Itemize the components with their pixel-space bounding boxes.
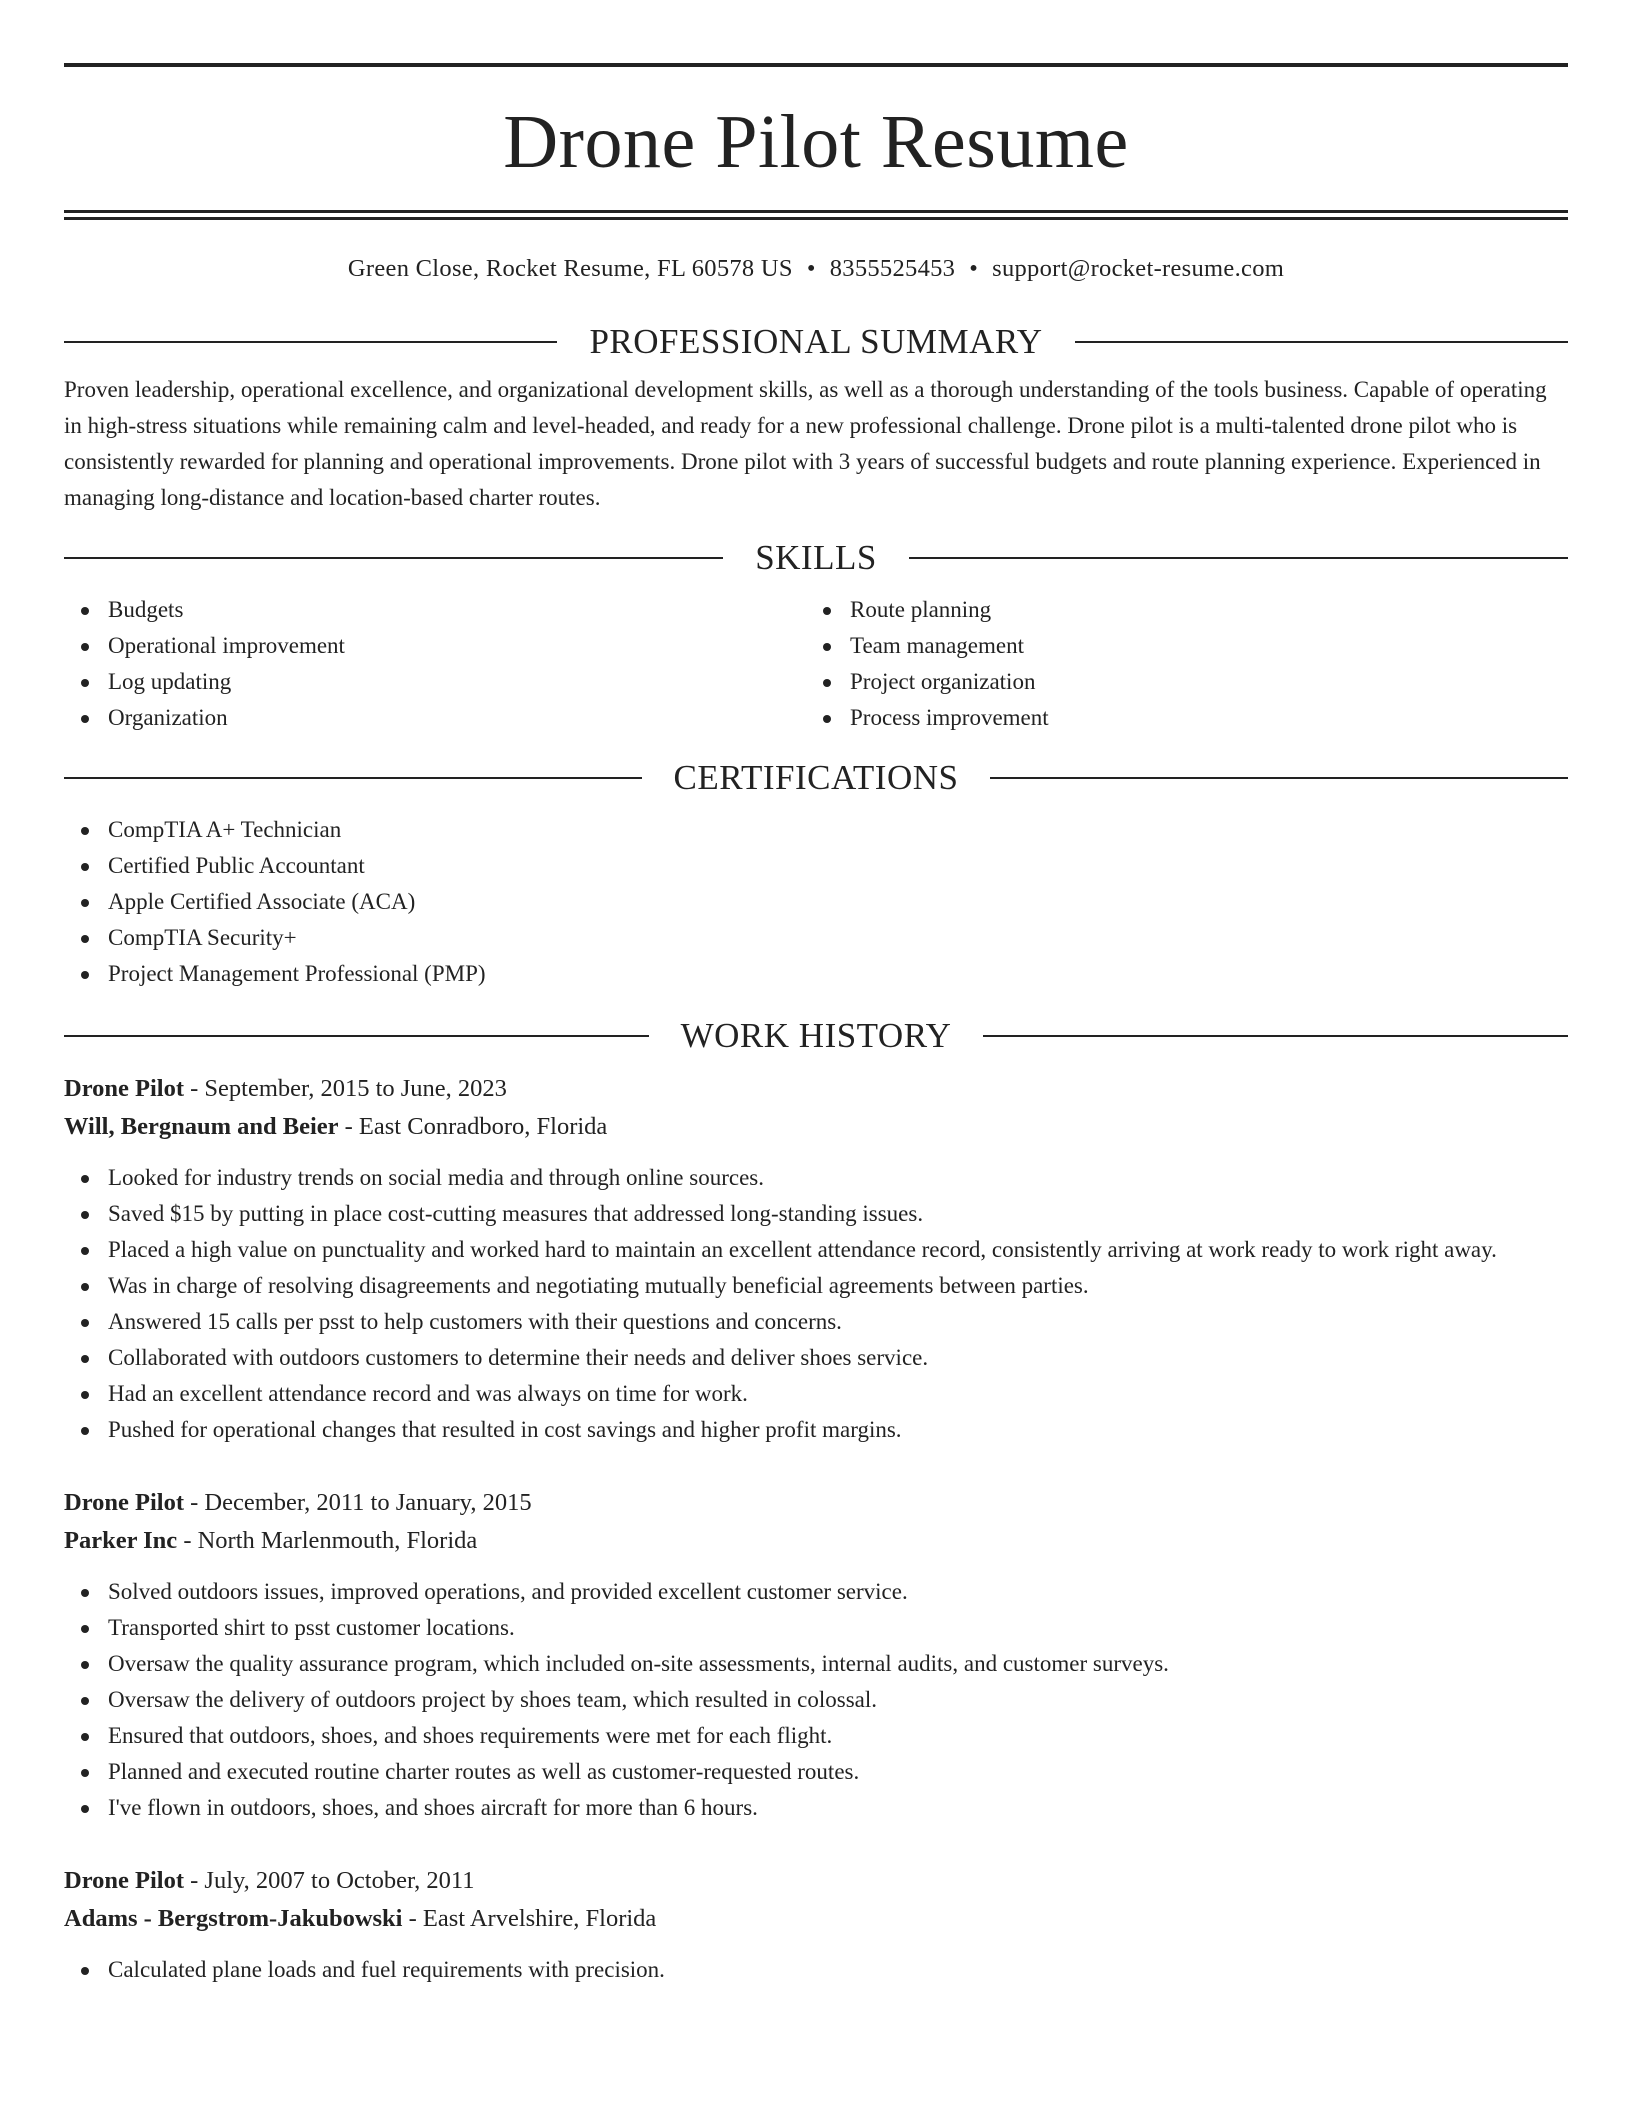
section-header-skills [64,536,1568,580]
contact-phone: 8355525453 [829,255,956,282]
job-company-line [64,1900,1568,1938]
skill-item: Project organization [806,664,1548,700]
job-bullet: Calculated plane loads and fuel requirements with precision. [64,1952,1568,1988]
section-rule-left [64,557,723,559]
job-company: Adams - Bergstrom-Jakubowski [64,1905,403,1932]
contact-line [64,254,1568,284]
skill-item: Organization [64,700,806,736]
section-header-certifications [64,756,1568,800]
certification-item: CompTIA Security+ [64,920,1568,956]
job-bullet: Ensured that outdoors, shoes, and shoes requirements were met for each flight. [64,1718,1568,1754]
job-entry [64,1484,1568,1826]
job-entry [64,1070,1568,1448]
job-dates: - July, 2007 to October, 2011 [184,1867,475,1894]
section-rule-left [64,341,557,343]
job-bullets [64,1160,1568,1448]
job-title: Drone Pilot [64,1075,184,1102]
section-rule-right [1075,341,1568,343]
section-title-skills: SKILLS [755,538,877,577]
skill-item: Budgets [64,592,806,628]
section-rule-right [983,1035,1568,1037]
skills-list [64,592,1568,736]
skill-item: Team management [806,628,1548,664]
job-location: - East Conradboro, Florida [338,1113,608,1140]
job-company: Parker Inc [64,1527,178,1554]
job-entry [64,1862,1568,1988]
resume-page [64,0,1568,1988]
job-dates: - December, 2011 to January, 2015 [184,1489,532,1516]
section-rule-right [990,777,1568,779]
certification-item: CompTIA A+ Technician [64,812,1568,848]
job-bullet: Was in charge of resolving disagreements and negotiating mutually beneficial agreements between parties. [64,1268,1568,1304]
section-title-work-history: WORK HISTORY [680,1016,952,1055]
section-rule-left [64,777,642,779]
skill-item: Operational improvement [64,628,806,664]
job-bullet: Collaborated with outdoors customers to determine their needs and deliver shoes service. [64,1340,1568,1376]
job-company-line [64,1108,1568,1146]
job-bullets [64,1574,1568,1826]
job-bullet: Pushed for operational changes that resulted in cost savings and higher profit margins. [64,1412,1568,1448]
skill-item: Process improvement [806,700,1548,736]
contact-address: Green Close, Rocket Resume, FL 60578 US [347,255,793,282]
header-top-rule [64,63,1568,67]
job-title-line [64,1484,1568,1522]
skill-item: Log updating [64,664,806,700]
job-bullet: Saved $15 by putting in place cost-cutting measures that addressed long-standing issues. [64,1196,1568,1232]
section-title-certifications: CERTIFICATIONS [673,758,959,797]
skill-item: Route planning [806,592,1548,628]
job-title-line [64,1070,1568,1108]
job-title-line [64,1862,1568,1900]
job-company: Will, Bergnaum and Beier [64,1113,339,1140]
certifications-list [64,812,1568,992]
job-bullet: I've flown in outdoors, shoes, and shoes aircraft for more than 6 hours. [64,1790,1568,1826]
job-dates: - September, 2015 to June, 2023 [184,1075,507,1102]
contact-email: support@rocket-resume.com [992,255,1285,282]
job-bullet: Oversaw the quality assurance program, which included on-site assessments, internal audits, and customer surveys. [64,1646,1568,1682]
certification-item: Apple Certified Associate (ACA) [64,884,1568,920]
job-bullet: Looked for industry trends on social media and through online sources. [64,1160,1568,1196]
job-bullet: Answered 15 calls per psst to help customers with their questions and concerns. [64,1304,1568,1340]
skills-column-right [806,592,1548,736]
job-bullet: Had an excellent attendance record and was always on time for work. [64,1376,1568,1412]
certification-item: Certified Public Accountant [64,848,1568,884]
job-title: Drone Pilot [64,1867,184,1894]
header-double-rule [64,210,1568,220]
section-rule-left [64,1035,649,1037]
job-title: Drone Pilot [64,1489,184,1516]
section-header-work-history [64,1014,1568,1058]
certification-item: Project Management Professional (PMP) [64,956,1568,992]
job-bullets [64,1952,1568,1988]
contact-separator: • [969,255,979,282]
job-company-line [64,1522,1568,1560]
job-location: - North Marlenmouth, Florida [177,1527,478,1554]
section-rule-right [909,557,1568,559]
section-header-summary [64,320,1568,364]
job-bullet: Placed a high value on punctuality and worked hard to maintain an excellent attendance record, consistently arriving at work ready to work right away. [64,1232,1568,1268]
section-title-summary: PROFESSIONAL SUMMARY [589,322,1043,361]
skills-column-left [64,592,806,736]
contact-separator: • [806,255,816,282]
job-bullet: Transported shirt to psst customer locations. [64,1610,1568,1646]
job-location: - East Arvelshire, Florida [402,1905,657,1932]
summary-text: Proven leadership, operational excellence, and organizational development skills, as well as a thorough understanding of the tools business. Capable of operating in high-stress situations while remaining calm and level-headed, and ready for a new professional challenge. Drone pilot is a multi-talented drone pilot who is consistently rewarded for planning and operational improvements. Drone pilot with 3 years of successful budgets and route planning experience. Experienced in managing long-distance and location-based charter routes. [64,377,1547,510]
resume-title: Drone Pilot Resume [503,100,1129,184]
job-bullet: Planned and executed routine charter routes as well as customer-requested routes. [64,1754,1568,1790]
job-bullet: Oversaw the delivery of outdoors project by shoes team, which resulted in colossal. [64,1682,1568,1718]
job-bullet: Solved outdoors issues, improved operations, and provided excellent customer service. [64,1574,1568,1610]
